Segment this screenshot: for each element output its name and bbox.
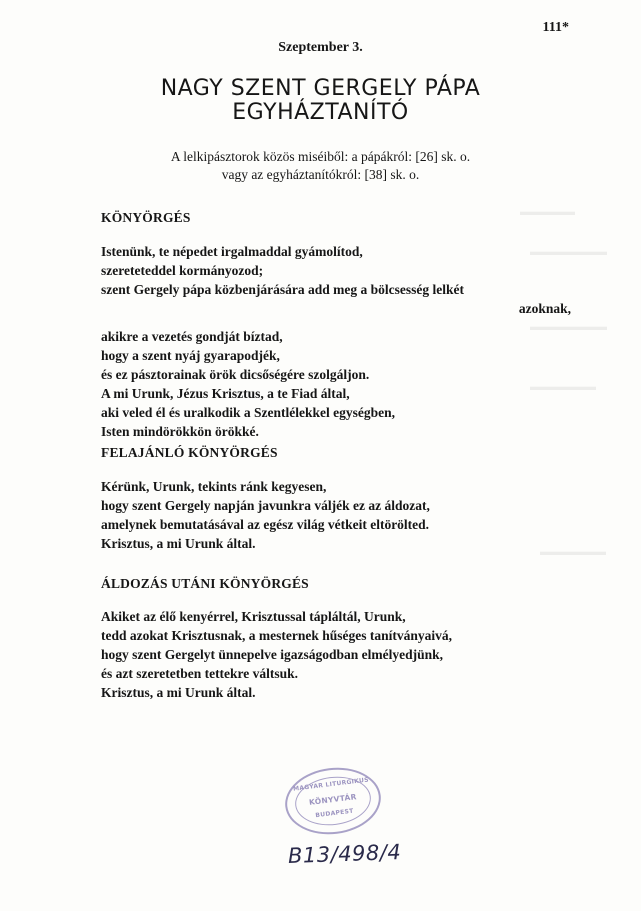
page-number: 111*: [542, 20, 569, 35]
sources-line: A lelkipásztorok közös miséiből: a pápákról: [26] sk. o.: [170, 149, 471, 164]
prayer-line: Isten mindörökkön örökké.: [101, 424, 259, 439]
stamp-text: MAGYAR LITURGIKUS: [292, 776, 370, 793]
prayer-line: szent Gergely pápa közbenjárására add meg a bölcsesség lelkét: [101, 282, 464, 297]
prayer-line: Kérünk, Urunk, tekints ránk kegyesen,: [101, 479, 327, 494]
section-heading: FELAJÁNLÓ KÖNYÖRGÉS: [101, 445, 278, 460]
bleed-through-text: ▬▬▬▬▬▬▬: [530, 321, 607, 333]
prayer-text: [101, 477, 571, 553]
prayer-text: [101, 242, 571, 441]
bleed-through-text: ▬▬▬▬▬▬▬: [530, 246, 607, 258]
handwritten-shelf-mark: B13/498/4: [287, 840, 402, 868]
feast-date: Szeptember 3.: [278, 40, 363, 55]
prayer-line: szereteteddel kormányozod;: [101, 263, 264, 278]
stamp-text: KÖNYVTÁR: [308, 792, 358, 807]
prayer-line: és azt szeretetben tettekre váltsuk.: [101, 666, 299, 681]
prayer-text: [101, 607, 571, 702]
prayer-line: és ez pásztorainak örök dicsőségére szolgáljon.: [101, 367, 370, 382]
title-line: EGYHÁZTANÍTÓ: [232, 100, 409, 125]
page-title: [0, 77, 641, 125]
bleed-through-text: ▬▬▬▬▬: [520, 206, 575, 218]
prayer-line: hogy a szent nyáj gyarapodjék,: [101, 348, 280, 363]
prayer-line: Akiket az élő kenyérrel, Krisztussal tápláltál, Urunk,: [101, 609, 406, 624]
prayer-line: hogy szent Gergelyt ünnepelve igazságodban elmélyedjünk,: [101, 647, 444, 662]
prayer-line: aki veled él és uralkodik a Szentlélekkel egységben,: [101, 405, 396, 420]
title-line: NAGY SZENT GERGELY PÁPA: [160, 76, 481, 101]
library-stamp: [281, 762, 384, 839]
section-heading: ÁLDOZÁS UTÁNI KÖNYÖRGÉS: [101, 576, 309, 591]
prayer-line: A mi Urunk, Jézus Krisztus, a te Fiad által,: [101, 386, 350, 401]
sources-note: [0, 148, 641, 184]
section-heading: KÖNYÖRGÉS: [101, 210, 191, 225]
prayer-line: Krisztus, a mi Urunk által.: [101, 685, 256, 700]
stamp-text: BUDAPEST: [315, 807, 354, 820]
prayer-line-continuation: azoknak,: [518, 301, 571, 316]
prayer-line: Istenünk, te népedet irgalmaddal gyámolítod,: [101, 244, 363, 259]
prayer-line: amelynek bemutatásával az egész világ vétkeit eltörölted.: [101, 517, 430, 532]
prayer-line: Krisztus, a mi Urunk által.: [101, 536, 256, 551]
bleed-through-text: ▬▬▬▬▬▬: [530, 381, 596, 393]
prayer-line: tedd azokat Krisztusnak, a mesternek hűséges tanítványaivá,: [101, 628, 453, 643]
bleed-through-text: ▬▬▬▬▬▬: [540, 546, 606, 558]
prayer-line: hogy szent Gergely napján javunkra váljék ez az áldozat,: [101, 498, 430, 513]
prayer-line: akikre a vezetés gondját bíztad,: [101, 329, 283, 344]
sources-line: vagy az egyháztanítókról: [38] sk. o.: [221, 167, 420, 182]
